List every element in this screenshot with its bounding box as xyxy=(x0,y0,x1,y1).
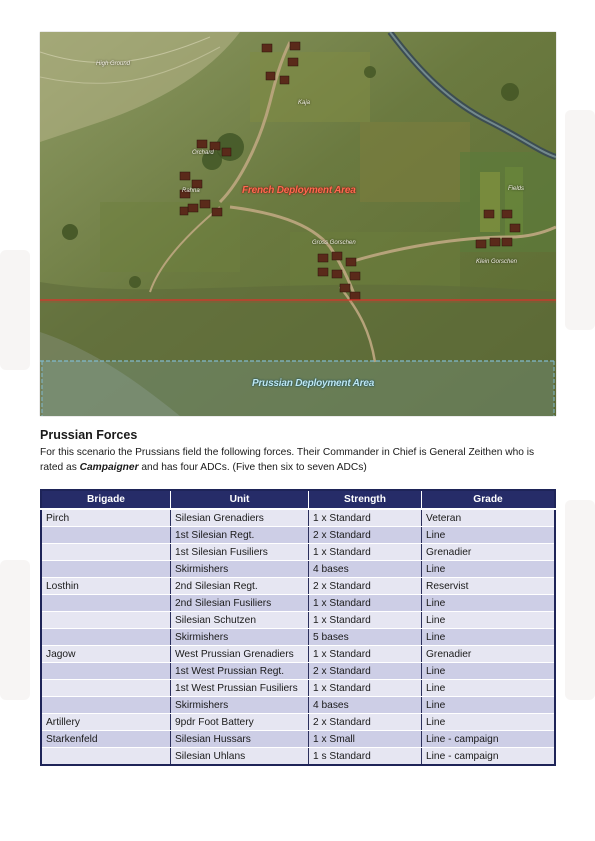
cell-unit: 2nd Silesian Fusiliers xyxy=(171,595,309,612)
battlefield-map xyxy=(40,32,556,416)
cell-grade: Line xyxy=(422,714,556,731)
cell-brigade xyxy=(41,629,171,646)
cell-unit: 2nd Silesian Regt. xyxy=(171,578,309,595)
table-row xyxy=(41,595,555,612)
intro-paragraph xyxy=(40,445,560,475)
intro-text-end: and has four ADCs. (Five then six to seven ADCs) xyxy=(138,462,367,473)
map-terrain xyxy=(40,32,556,416)
table-row xyxy=(41,527,555,544)
table-row xyxy=(41,629,555,646)
section-title: Prussian Forces xyxy=(40,428,138,442)
cell-brigade xyxy=(41,612,171,629)
cell-brigade xyxy=(41,663,171,680)
cell-strength: 5 bases xyxy=(309,629,422,646)
cell-strength: 2 x Standard xyxy=(309,663,422,680)
cell-brigade: Artillery xyxy=(41,714,171,731)
table-row xyxy=(41,509,555,527)
cell-unit: Silesian Schutzen xyxy=(171,612,309,629)
forces-table xyxy=(40,489,556,766)
cell-strength: 1 x Small xyxy=(309,731,422,748)
intro-text-start: For this scenario the Prussians field the following forces. Their Commander in Chief is General Zeithen who is rated as xyxy=(40,447,535,473)
cell-grade: Line xyxy=(422,629,556,646)
map-label-klein-gorschen: Klein Gorschen xyxy=(476,259,518,265)
table-row xyxy=(41,697,555,714)
cell-brigade xyxy=(41,697,171,714)
column-header-brigade: Brigade xyxy=(41,490,171,509)
table-row xyxy=(41,748,555,766)
map-label-kaja: Kaja xyxy=(298,100,311,106)
cell-brigade xyxy=(41,527,171,544)
cell-unit: 1st West Prussian Regt. xyxy=(171,663,309,680)
cell-grade: Reservist xyxy=(422,578,556,595)
cell-brigade: Losthin xyxy=(41,578,171,595)
cell-grade: Line xyxy=(422,663,556,680)
table-row xyxy=(41,578,555,595)
cell-unit: Silesian Hussars xyxy=(171,731,309,748)
table-row xyxy=(41,663,555,680)
map-label-gross-gorschen: Gross Gorschen xyxy=(312,240,356,246)
table-row xyxy=(41,544,555,561)
cell-grade: Grenadier xyxy=(422,544,556,561)
column-header-grade: Grade xyxy=(422,490,556,509)
cell-brigade xyxy=(41,680,171,697)
background-decoration xyxy=(565,500,595,700)
map-label-prussian-deployment: Prussian Deployment Area xyxy=(252,378,375,389)
cell-unit: 9pdr Foot Battery xyxy=(171,714,309,731)
cell-brigade xyxy=(41,748,171,766)
table-row xyxy=(41,646,555,663)
cell-strength: 1 x Standard xyxy=(309,595,422,612)
table-row xyxy=(41,680,555,697)
cell-unit: Silesian Grenadiers xyxy=(171,509,309,527)
cell-unit: Skirmishers xyxy=(171,561,309,578)
cell-unit: Skirmishers xyxy=(171,697,309,714)
cell-unit: 1st Silesian Fusiliers xyxy=(171,544,309,561)
cell-strength: 1 s Standard xyxy=(309,748,422,766)
cell-grade: Line xyxy=(422,612,556,629)
map-label-french-deployment: French Deployment Area xyxy=(242,185,356,196)
column-header-unit: Unit xyxy=(171,490,309,509)
cell-grade: Line xyxy=(422,680,556,697)
table-row xyxy=(41,561,555,578)
cell-grade: Line xyxy=(422,595,556,612)
cell-unit: West Prussian Grenadiers xyxy=(171,646,309,663)
background-decoration xyxy=(0,560,30,700)
cell-grade: Line xyxy=(422,561,556,578)
cell-brigade xyxy=(41,561,171,578)
cell-grade: Line - campaign xyxy=(422,748,556,766)
cell-brigade: Jagow xyxy=(41,646,171,663)
cell-brigade xyxy=(41,595,171,612)
cell-unit: 1st Silesian Regt. xyxy=(171,527,309,544)
table-row xyxy=(41,612,555,629)
commander-rating: Campaigner xyxy=(79,462,139,473)
cell-strength: 1 x Standard xyxy=(309,680,422,697)
cell-unit: Silesian Uhlans xyxy=(171,748,309,766)
cell-unit: 1st West Prussian Fusiliers xyxy=(171,680,309,697)
cell-grade: Line - campaign xyxy=(422,731,556,748)
cell-strength: 1 x Standard xyxy=(309,612,422,629)
cell-strength: 1 x Standard xyxy=(309,509,422,527)
map-label-orchard: Orchard xyxy=(192,150,214,156)
table-row xyxy=(41,731,555,748)
background-decoration xyxy=(565,110,595,330)
cell-strength: 2 x Standard xyxy=(309,578,422,595)
cell-brigade xyxy=(41,544,171,561)
cell-brigade: Pirch xyxy=(41,509,171,527)
cell-strength: 1 x Standard xyxy=(309,544,422,561)
cell-unit: Skirmishers xyxy=(171,629,309,646)
column-header-strength: Strength xyxy=(309,490,422,509)
table-header-row xyxy=(41,490,555,509)
map-label-rahna: Rahna xyxy=(182,188,200,194)
cell-brigade: Starkenfeld xyxy=(41,731,171,748)
map-label-fields: Fields xyxy=(508,186,525,192)
table-row xyxy=(41,714,555,731)
background-decoration xyxy=(0,250,30,370)
cell-strength: 2 x Standard xyxy=(309,527,422,544)
cell-strength: 4 bases xyxy=(309,561,422,578)
cell-strength: 2 x Standard xyxy=(309,714,422,731)
cell-strength: 1 x Standard xyxy=(309,646,422,663)
cell-strength: 4 bases xyxy=(309,697,422,714)
cell-grade: Veteran xyxy=(422,509,556,527)
cell-grade: Grenadier xyxy=(422,646,556,663)
map-label-high-ground: High Ground xyxy=(96,61,131,67)
cell-grade: Line xyxy=(422,527,556,544)
cell-grade: Line xyxy=(422,697,556,714)
